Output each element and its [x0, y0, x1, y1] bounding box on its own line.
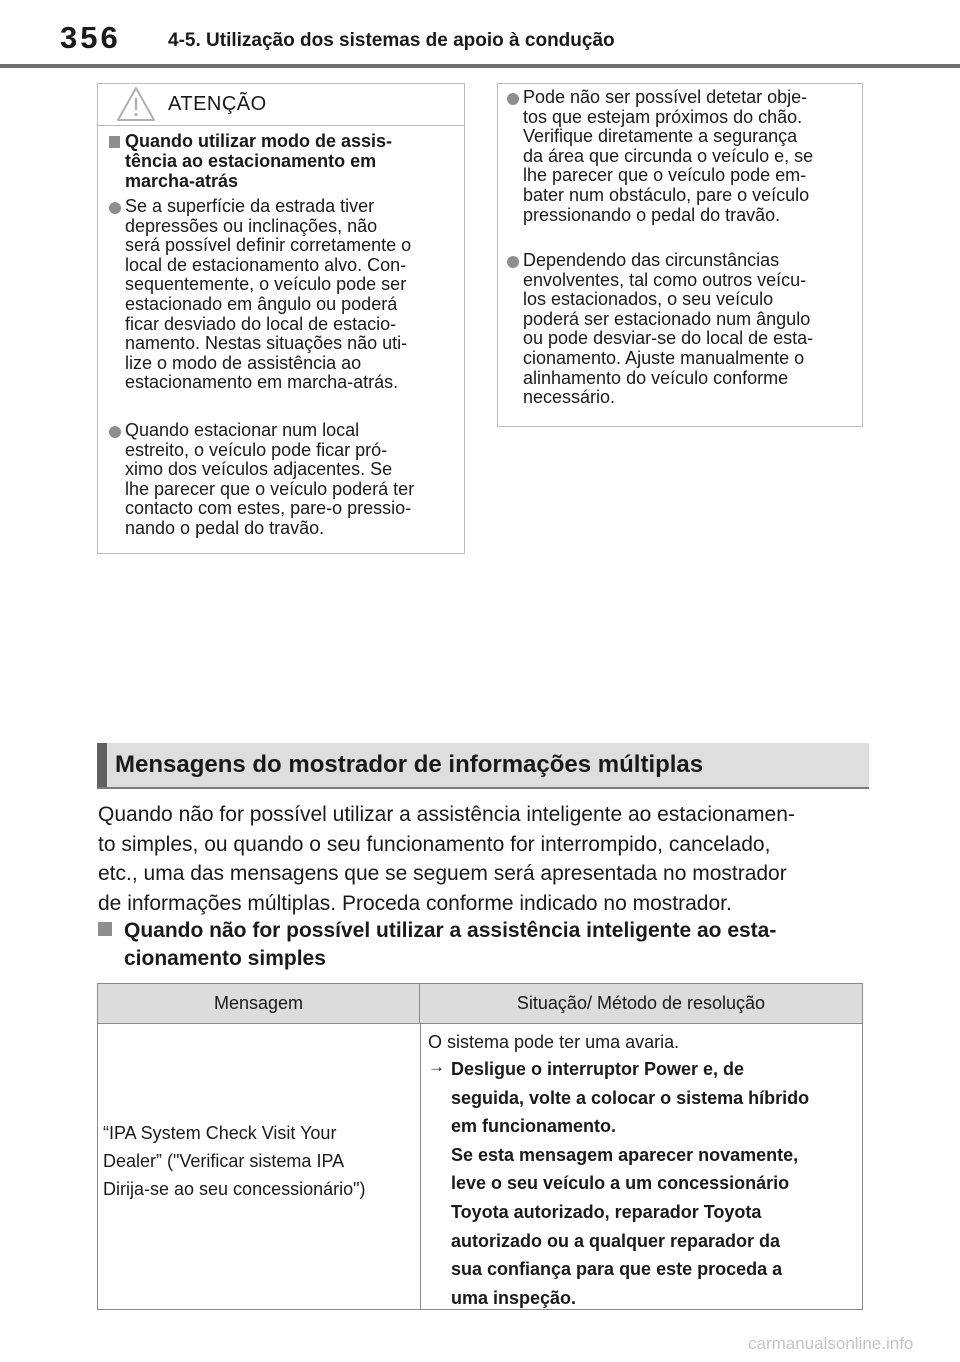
warning-box-left [97, 83, 465, 554]
messages-table [97, 983, 863, 1310]
circle-bullet-icon [109, 426, 121, 438]
arrow-right-icon: → [428, 1057, 445, 1076]
warning-bullet-text: Se a superfície da estrada tiver depressões ou inclinações, não será possível definir corretamente o local de estacionamento alvo. Con- sequentemente, o veículo pode ser estacionado em ângulo ou poderá ficar desviado do local de estacio- namento. Nestas situações não uti- lize o modo de assistência ao estacionamento em marcha-atrás. [125, 196, 412, 393]
section-heading-accent [97, 743, 107, 789]
warning-bullet-text: Quando estacionar num local estreito, o veículo pode ficar pró- ximo dos veículos adjacentes. Se lhe parecer que o veículo poderá ter contacto com estes, pare-o pressio- nando o pedal do travão. [125, 420, 415, 538]
warning-subheading: Quando utilizar modo de assis- tência ao estacionamento em marcha-atrás [125, 131, 393, 191]
section-intro: Quando não for possível utilizar a assistência inteligente ao estacionamen- to simples, ou quando o seu funcionamento for interrompido, cancelado, etc., uma das mensagens que se seguem será apresentada no mostrador de informações múltiplas. Proceda conforme indicado no mostrador. [98, 803, 795, 915]
warning-header [98, 84, 464, 126]
circle-bullet-icon [109, 202, 121, 214]
warning-triangle-icon [116, 86, 156, 122]
section-rule [97, 787, 869, 789]
warning-box-right [497, 83, 863, 427]
table-cell-resolution: Desligue o interruptor Power e, de seguida, volte a colocar o sistema híbrido em funcionamento. Se esta mensagem aparecer novamente, leve o seu veículo a um concessionário Toyota autorizado, reparador Toyota autorizado ou a qualquer reparador da sua confiança para que este proceda a uma inspeção. [451, 1059, 810, 1308]
chapter-title: 4-5. Utilização dos sistemas de apoio à condução [168, 30, 615, 51]
section-heading [97, 743, 869, 789]
table-cell-situation: O sistema pode ter uma avaria. [428, 1032, 680, 1052]
table-header-resolution: Situação/ Método de resolução [420, 984, 862, 1024]
warning-title: ATENÇÃO [168, 93, 267, 115]
header-rule [0, 64, 960, 68]
circle-bullet-icon [507, 93, 519, 105]
square-bullet-icon [98, 922, 112, 936]
warning-bullet-text: Pode não ser possível detetar obje- tos que estejam próximos do chão. Verifique diretamente a segurança da área que circunda o veículo e, se lhe parecer que o veículo pode em- bater num obstáculo, pare o veículo pressionando o pedal do travão. [523, 87, 814, 225]
warning-bullet-text: Dependendo das circunstâncias envolventes, tal como outros veícu- los estacionados, o seu veículo poderá ser estacionado num ângulo ou pode desviar-se do local de esta- cionamento. Ajuste manualmente o alinhamento do veículo conforme necessário. [523, 250, 814, 408]
page-number: 356 [60, 20, 121, 55]
section-subheading: Quando não for possível utilizar a assistência inteligente ao esta- cionamento simples [124, 919, 777, 970]
circle-bullet-icon [507, 256, 519, 268]
watermark: carmanualsonline.info [748, 1334, 914, 1353]
section-title: Mensagens do mostrador de informações múltiplas [115, 751, 704, 778]
page-header [0, 0, 960, 68]
table-cell-message: “IPA System Check Visit Your Dealer” ("Verificar sistema IPA Dirija-se ao seu concessionário") [103, 1123, 366, 1199]
table-column-divider [420, 1024, 421, 1309]
table-header-message: Mensagem [98, 984, 420, 1024]
square-bullet-icon [109, 136, 120, 148]
